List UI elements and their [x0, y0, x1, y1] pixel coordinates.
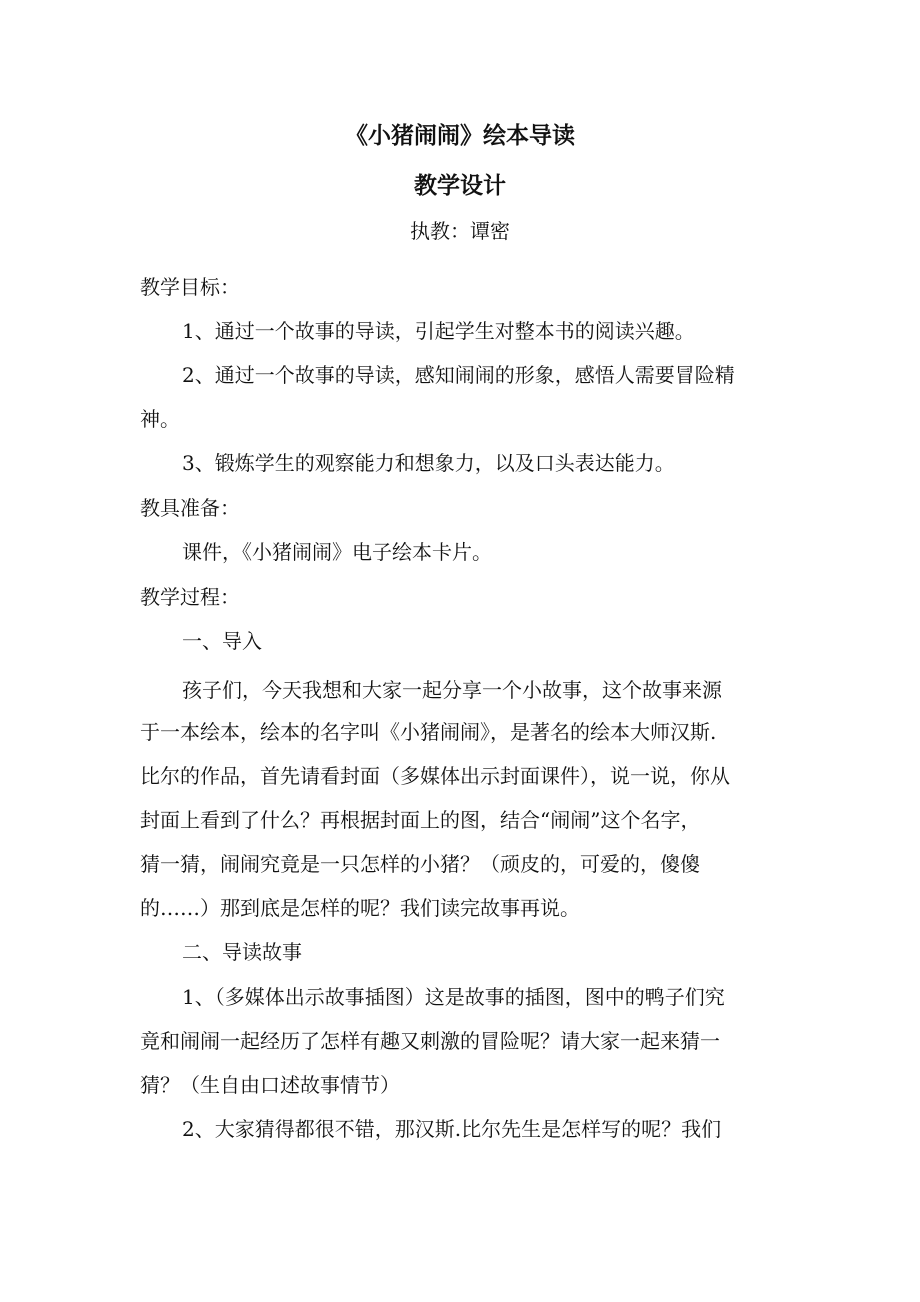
paragraph-line: 竟和闹闹一起经历了怎样有趣又刺激的冒险呢？请大家一起来猜一	[140, 1029, 720, 1053]
paragraph-line: 1、（多媒体出示故事插图）这是故事的插图，图中的鸭子们究	[182, 985, 725, 1009]
paragraph-line: 孩子们，今天我想和大家一起分享一个小故事，这个故事来源	[182, 678, 722, 702]
author-line: 执教：谭密	[410, 219, 510, 243]
goal-item-2-continued: 神。	[140, 407, 180, 431]
paragraph-line: 猜？（生自由口述故事情节）	[140, 1073, 400, 1097]
document-subtitle: 教学设计	[414, 173, 506, 199]
goal-item-3: 3、锻炼学生的观察能力和想象力，以及口头表达能力。	[182, 451, 675, 475]
paragraph-line: 猜一猜，闹闹究竟是一只怎样的小猪？（顽皮的，可爱的，傻傻	[140, 852, 700, 876]
section-heading-process: 教学过程：	[140, 585, 240, 609]
section-heading-materials: 教具准备：	[140, 496, 240, 520]
process-step-1-heading: 一、导入	[182, 629, 262, 653]
paragraph-line: 封面上看到了什么？再根据封面上的图，结合“闹闹”这个名字，	[140, 808, 701, 832]
paragraph-line: 2、大家猜得都很不错，那汉斯.比尔先生是怎样写的呢？我们	[182, 1117, 722, 1141]
goal-item-1: 1、通过一个故事的导读，引起学生对整本书的阅读兴趣。	[182, 319, 695, 343]
process-step-2-heading: 二、导读故事	[182, 940, 302, 964]
paragraph-line: 的……）那到底是怎样的呢？我们读完故事再说。	[140, 896, 580, 920]
goal-item-2: 2、通过一个故事的导读，感知闹闹的形象，感悟人需要冒险精	[182, 363, 735, 387]
section-heading-goals: 教学目标：	[140, 275, 240, 299]
paragraph-line: 于一本绘本，绘本的名字叫《小猪闹闹》，是著名的绘本大师汉斯.	[140, 720, 717, 744]
document-title: 《小猪闹闹》绘本导读	[345, 123, 575, 149]
materials-text: 课件，《小猪闹闹》电子绘本卡片。	[182, 540, 492, 564]
paragraph-line: 比尔的作品，首先请看封面（多媒体出示封面课件），说一说，你从	[140, 764, 730, 788]
